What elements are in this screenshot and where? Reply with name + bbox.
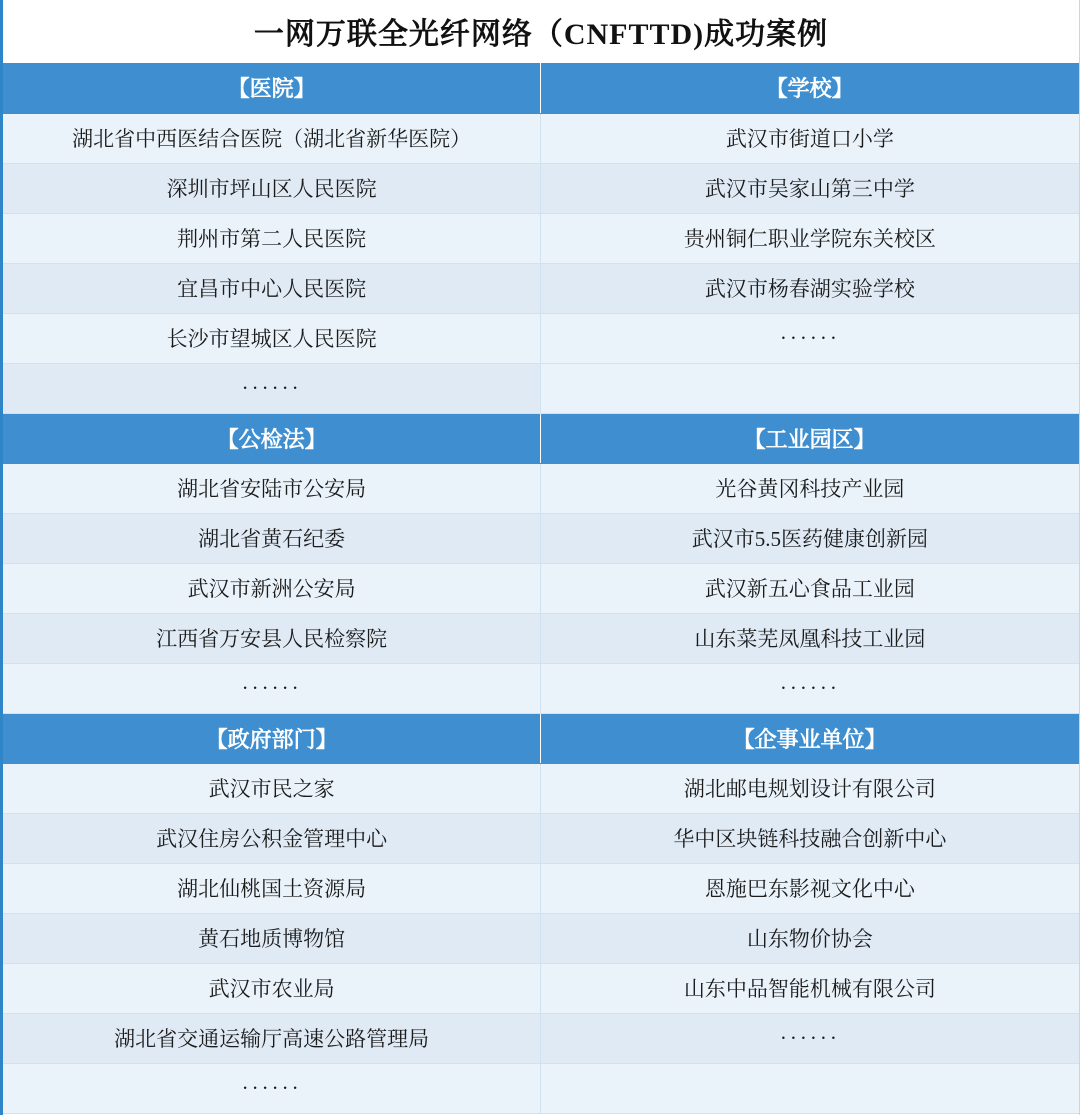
table-row xyxy=(3,363,1079,413)
table-row xyxy=(3,513,1079,563)
section-header-law: 【公检法】 xyxy=(3,413,541,463)
section-header-industrial-park: 【工业园区】 xyxy=(541,413,1079,463)
table-row xyxy=(3,763,1079,813)
table-row xyxy=(3,563,1079,613)
section-header-hospital: 【医院】 xyxy=(3,63,541,113)
section-header-school: 【学校】 xyxy=(541,63,1079,113)
case-cell: 华中区块链科技融合创新中心 xyxy=(541,813,1079,863)
case-cell: 宜昌市中心人民医院 xyxy=(3,263,541,313)
case-cell: 湖北省安陆市公安局 xyxy=(3,463,541,513)
case-cell: 光谷黄冈科技产业园 xyxy=(541,463,1079,513)
case-cell: 湖北省交通运输厅高速公路管理局 xyxy=(3,1013,541,1063)
case-cell: 恩施巴东影视文化中心 xyxy=(541,863,1079,913)
table-row xyxy=(3,163,1079,213)
page-title: 一网万联全光纤网络（CNFTTD)成功案例 xyxy=(253,18,829,51)
case-cell: 贵州铜仁职业学院东关校区 xyxy=(541,213,1079,263)
ellipsis-cell: ······ xyxy=(541,313,1079,363)
table-row xyxy=(3,863,1079,913)
table-row xyxy=(3,1063,1079,1113)
section-header-government: 【政府部门】 xyxy=(3,713,541,763)
case-cell: 湖北省黄石纪委 xyxy=(3,513,541,563)
table-row xyxy=(3,613,1079,663)
case-cell: 黄石地质博物馆 xyxy=(3,913,541,963)
table-row xyxy=(3,1013,1079,1063)
table-row xyxy=(3,963,1079,1013)
case-cell: 山东中品智能机械有限公司 xyxy=(541,963,1079,1013)
section-header-row xyxy=(3,413,1079,463)
case-cell: 武汉市街道口小学 xyxy=(541,113,1079,163)
section-header-row xyxy=(3,713,1079,763)
table-row xyxy=(3,663,1079,713)
case-cell: 武汉市吴家山第三中学 xyxy=(541,163,1079,213)
table-row xyxy=(3,463,1079,513)
ellipsis-cell: ······ xyxy=(541,663,1079,713)
case-cell: 荆州市第二人民医院 xyxy=(3,213,541,263)
case-cell: 深圳市坪山区人民医院 xyxy=(3,163,541,213)
case-cell: 湖北仙桃国土资源局 xyxy=(3,863,541,913)
case-cell: 武汉市农业局 xyxy=(3,963,541,1013)
section-header-row xyxy=(3,63,1079,113)
case-cell: 武汉市新洲公安局 xyxy=(3,563,541,613)
case-cell: 山东菜芜凤凰科技工业园 xyxy=(541,613,1079,663)
table-row xyxy=(3,813,1079,863)
case-cell: 武汉住房公积金管理中心 xyxy=(3,813,541,863)
ellipsis-cell: ······ xyxy=(3,663,541,713)
empty-cell xyxy=(541,1063,1079,1113)
table-row xyxy=(3,913,1079,963)
table-row xyxy=(3,113,1079,163)
ellipsis-cell: ······ xyxy=(3,363,541,413)
case-cell: 长沙市望城区人民医院 xyxy=(3,313,541,363)
case-cell: 湖北邮电规划设计有限公司 xyxy=(541,763,1079,813)
page-title-row xyxy=(3,0,1079,63)
case-cell: 武汉市杨春湖实验学校 xyxy=(541,263,1079,313)
empty-cell xyxy=(541,363,1079,413)
table-row xyxy=(3,313,1079,363)
cases-table xyxy=(3,63,1079,1114)
case-cell: 武汉市5.5医药健康创新园 xyxy=(541,513,1079,563)
ellipsis-cell: ······ xyxy=(3,1063,541,1113)
table-row xyxy=(3,263,1079,313)
case-cell: 湖北省中西医结合医院（湖北省新华医院） xyxy=(3,113,541,163)
case-cell: 江西省万安县人民检察院 xyxy=(3,613,541,663)
table-row xyxy=(3,213,1079,263)
case-cell: 武汉新五心食品工业园 xyxy=(541,563,1079,613)
section-header-enterprise: 【企事业单位】 xyxy=(541,713,1079,763)
cases-table-body xyxy=(3,63,1079,1113)
case-cell: 武汉市民之家 xyxy=(3,763,541,813)
case-cell: 山东物价协会 xyxy=(541,913,1079,963)
ellipsis-cell: ······ xyxy=(541,1013,1079,1063)
